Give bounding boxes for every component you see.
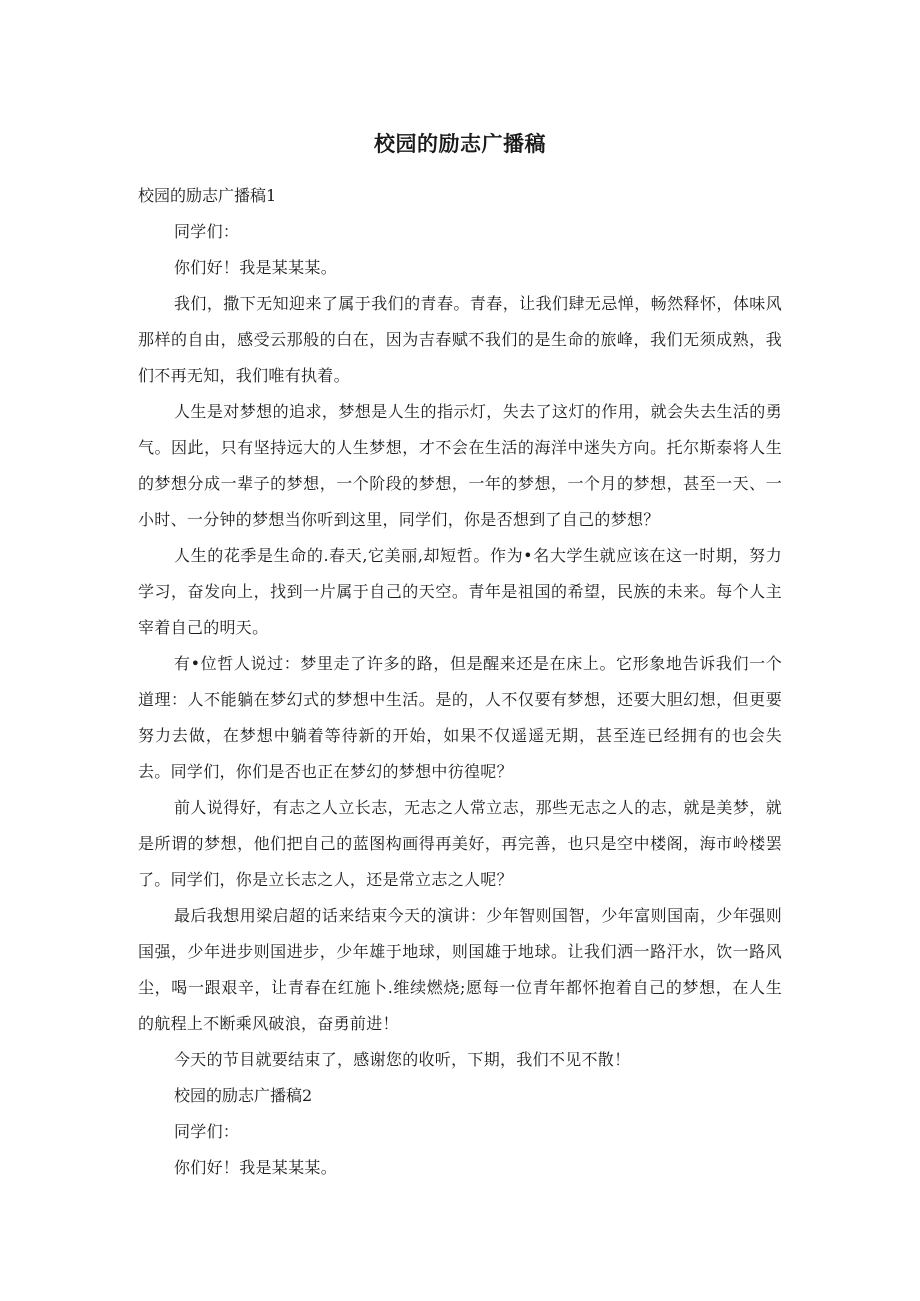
paragraph: 有•位哲人说过：梦里走了许多的路，但是醒来还是在床上。它形象地告诉我们一个道理：人不能躺在梦幻式的梦想中生活。是的，人不仅要有梦想，还要大胆幻想，但更要努力去做，在梦想中躺着等待新的开始，如果不仅遥遥无期，甚至连已经拥有的也会失去。同学们，你们是否也正在梦幻的梦想中彷徨呢？ [138,654,782,781]
paragraph: 人生是对梦想的追求，梦想是人生的指示灯，失去了这灯的作用，就会失去生活的勇气。因此，只有坚持远大的人生梦想，才不会在生活的海洋中迷失方向。托尔斯泰将人生的梦想分成一辈子的梦想，一个阶段的梦想，一年的梦想，一个月的梦想，甚至一天、一小时、一分钟的梦想当你听到这里，同学们，你是否想到了自己的梦想？ [138,402,782,529]
paragraph: 同学们： [174,1122,240,1141]
paragraph: 你们好！我是某某某。 [174,258,338,277]
paragraph: 我们，撒下无知迎来了属于我们的青春。青春，让我们肆无忌惮，畅然释怀，体味风那样的自由，感受云那般的白在，因为吉春赋不我们的是生命的旅峰，我们无须成熟，我们不再无知，我们唯有执着。 [138,294,782,385]
section-heading-2: 校园的励志广播稿2 [174,1086,313,1105]
section-heading-1: 校园的励志广播稿1 [138,186,277,205]
paragraph: 同学们： [174,222,240,241]
paragraph: 人生的花季是生命的.春天,它美丽,却短哲。作为•名大学生就应该在这一时期，努力学习，奋发向上，找到一片属于自己的天空。青年是祖国的希望，民族的未来。每个人主宰着自己的明天。 [138,546,782,637]
document-title: 校园的励志广播稿 [374,132,546,156]
section-2 [138,1078,782,1186]
paragraph: 今天的节目就要结束了，感谢您的收听，下期，我们不见不散！ [174,1050,631,1069]
paragraph: 最后我想用梁启超的话来结束今天的演讲：少年智则国智，少年富则国南，少年强则国强，少年进步则国进步，少年雄于地球，则国雄于地球。让我们洒一路汗水，饮一路风尘，喝一跟艰辛，让青春在红施卜.维续燃烧;愿每一位青年都怀抱着自己的梦想，在人生的航程上不断乘风破浪，奋勇前进！ [138,906,782,1033]
paragraph: 前人说得好，有志之人立长志，无志之人常立志，那些无志之人的志，就是美梦，就是所谓的梦想，他们把自己的蓝图构画得再美好，再完善，也只是空中楼阁，海市岭楼罢了。同学们，你是立长志之人，还是常立志之人呢？ [138,798,782,889]
section-1 [138,178,782,1078]
paragraph: 你们好！我是某某某。 [174,1158,338,1177]
